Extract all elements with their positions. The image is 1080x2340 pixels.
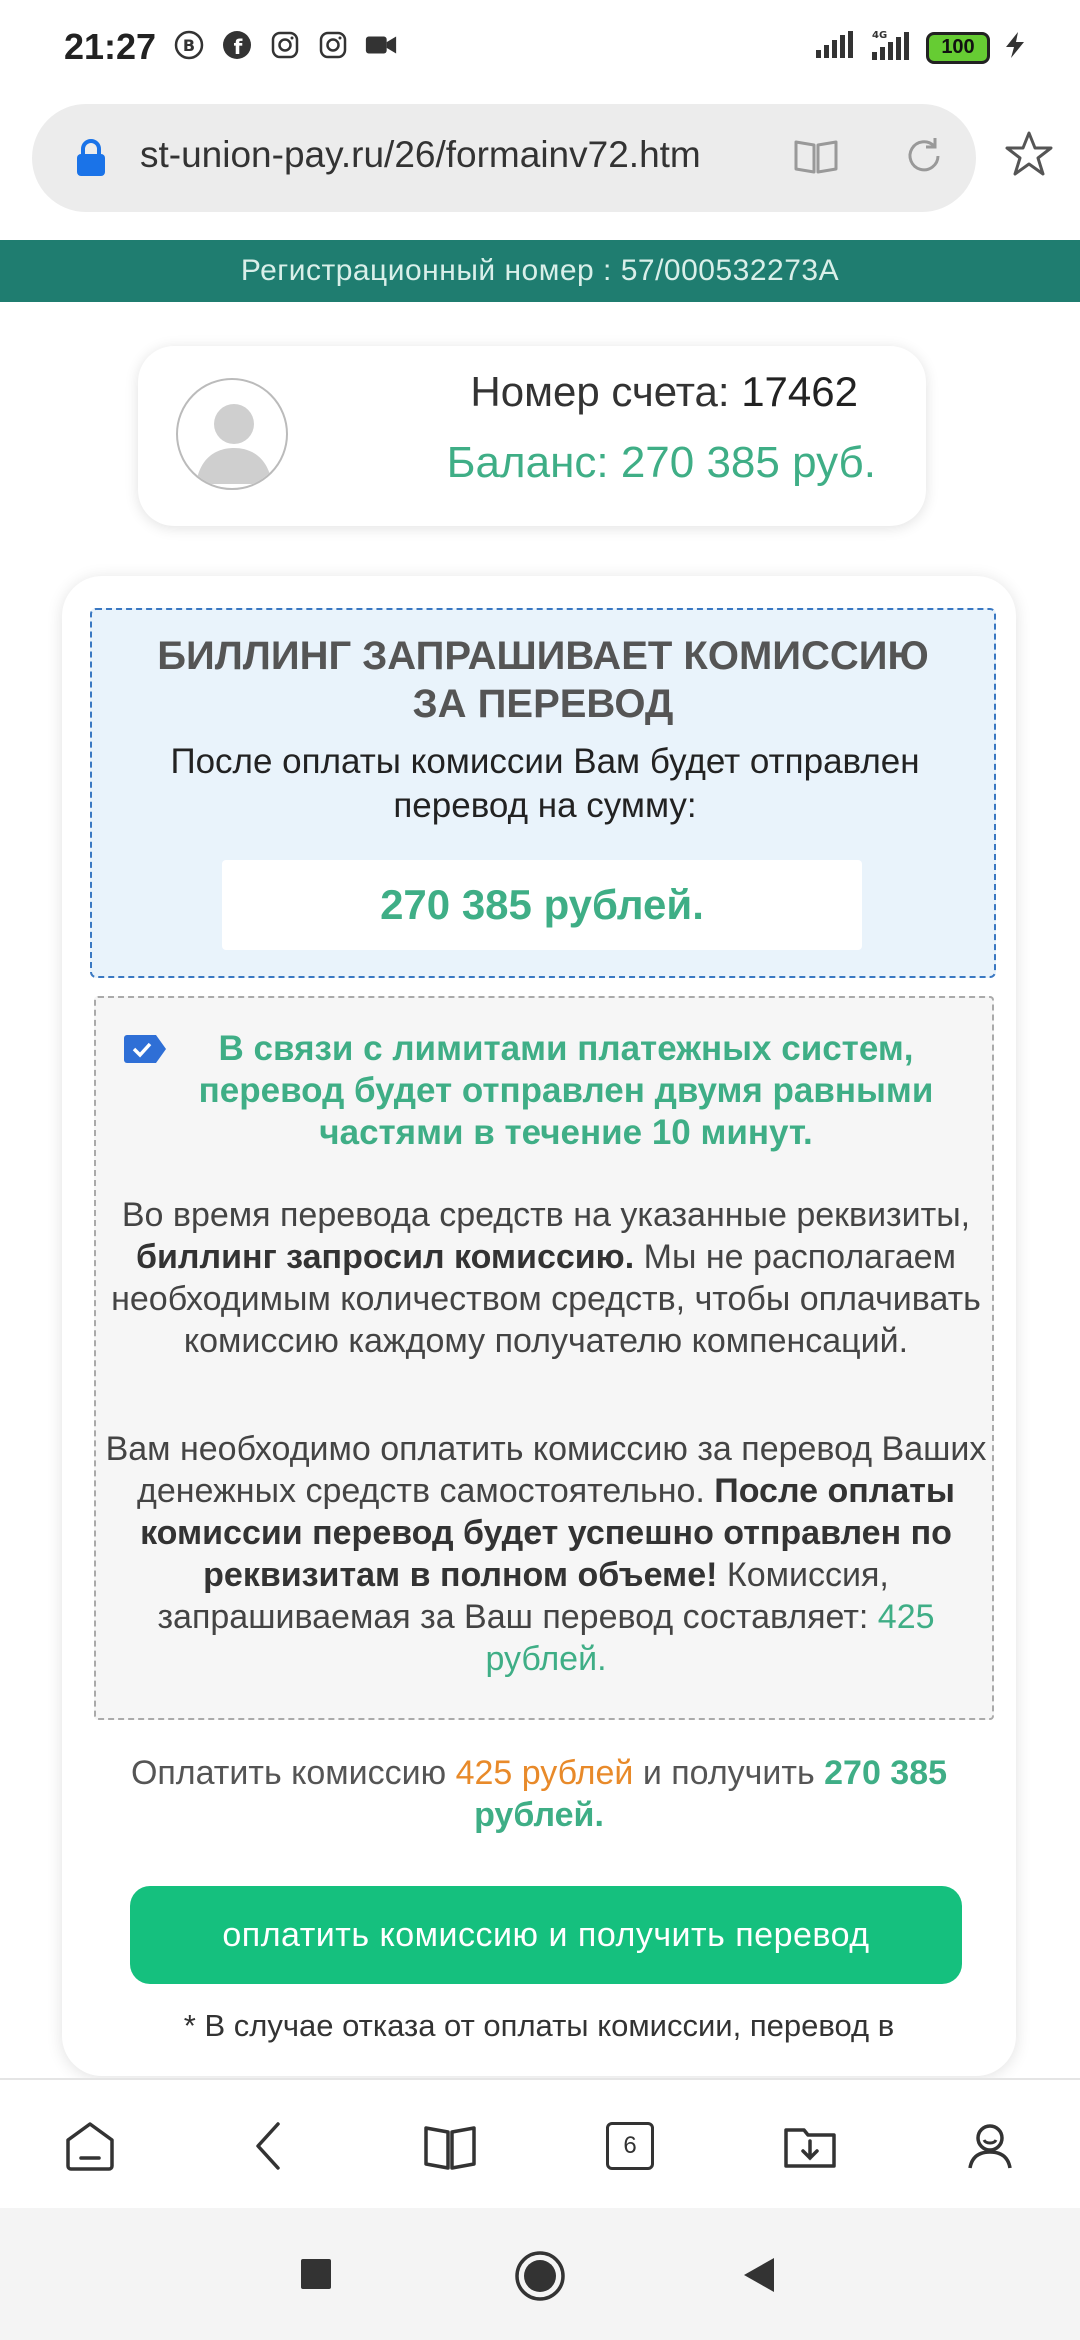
home-icon[interactable] <box>62 2118 118 2174</box>
tabs-button[interactable] <box>602 2118 658 2174</box>
pay-summary <box>102 1752 976 1836</box>
main-card <box>62 576 1016 2076</box>
instagram-icon <box>268 28 302 62</box>
recents-icon[interactable] <box>300 2258 332 2295</box>
checkbox-icon <box>122 1034 168 1069</box>
p1-text-bold: биллинг запросил комиссию. <box>136 1238 635 1276</box>
charging-icon <box>1002 30 1030 65</box>
p2-text-bold: После оплаты комиссии перевод будет успешно отправлен по реквизитам в полном объеме! <box>140 1472 955 1594</box>
vk-icon <box>172 28 206 62</box>
instagram-icon-2 <box>316 28 350 62</box>
back-nav-icon[interactable] <box>740 2256 776 2299</box>
balance: Баланс: 270 385 руб. <box>446 438 876 487</box>
commission-amount: 425 рублей. <box>485 1598 935 1678</box>
avatar <box>176 378 288 490</box>
notification-icons <box>172 28 398 62</box>
p1-text-c: Мы не располагаем необходимым количеством средств, чтобы оплачивать комиссию каждому получателю компенсаций. <box>111 1238 981 1360</box>
pay-fee: 425 рублей <box>455 1754 634 1792</box>
reader-mode-icon[interactable] <box>792 136 840 181</box>
address-bar[interactable] <box>32 104 976 212</box>
lock-icon[interactable] <box>74 138 108 183</box>
account-number-line <box>470 368 858 416</box>
registration-banner: Регистрационный номер : 57/000532273А <box>0 240 1080 302</box>
signal-4g-icon <box>866 28 914 67</box>
battery-icon: 100 <box>926 32 990 64</box>
downloads-icon[interactable] <box>782 2118 838 2174</box>
billing-title-line2: ЗА ПЕРЕВОД <box>412 682 674 726</box>
pay-commission-button[interactable]: оплатить комиссию и получить перевод <box>130 1886 962 1984</box>
pay-receive-amount: 270 385 рублей. <box>474 1754 948 1834</box>
pay-summary-b: и получить <box>633 1754 825 1792</box>
p1-text-a: Во время перевода средств на указанные реквизиты, <box>121 1196 971 1234</box>
footnote: * В случае отказа от оплаты комиссии, перевод в <box>183 2008 895 2043</box>
account-number-label: Номер счета: <box>470 368 730 415</box>
billing-subtitle: После оплаты комиссии Вам будет отправлен перевод на сумму: <box>170 742 920 825</box>
back-icon[interactable] <box>242 2118 298 2174</box>
system-icons <box>814 28 1030 67</box>
svg-text:В: В <box>182 36 196 55</box>
account-card <box>138 346 926 526</box>
facebook-icon <box>220 28 254 62</box>
svg-text:f: f <box>233 35 243 59</box>
account-number: 17462 <box>741 368 858 415</box>
bookmarks-icon[interactable] <box>422 2118 478 2174</box>
android-nav-bar <box>0 2208 1080 2340</box>
signal-icon <box>814 30 854 65</box>
url-text[interactable]: st-union-pay.ru/26/formainv72.htm <box>140 134 701 175</box>
profile-icon[interactable] <box>962 2118 1018 2174</box>
info-paragraph-1 <box>106 1194 986 1362</box>
video-camera-icon <box>364 28 398 62</box>
p2-text-a: Вам необходимо оплатить комиссию за перевод Ваших денежных средств самостоятельно. <box>105 1430 987 1510</box>
pay-summary-a: Оплатить комиссию <box>130 1754 456 1792</box>
bookmark-star-icon[interactable] <box>1004 130 1054 183</box>
p2-text-c: Комиссия, запрашиваемая за Ваш перевод составляет: <box>157 1556 889 1636</box>
browser-toolbar <box>0 2078 1080 2208</box>
status-time: 21:27 <box>64 26 157 67</box>
tab-count[interactable]: 6 <box>606 2122 654 2170</box>
svg-text:4G: 4G <box>872 30 888 41</box>
billing-title <box>92 632 994 728</box>
billing-box <box>90 608 996 978</box>
info-paragraph-2 <box>96 1428 996 1680</box>
home-nav-icon[interactable] <box>514 2250 566 2307</box>
info-box <box>94 996 994 1720</box>
limits-notice: В связи с лимитами платежных систем, перевод будет отправлен двумя равными частями в течение 10 минут. <box>198 1029 934 1152</box>
billing-title-line1: БИЛЛИНГ ЗАПРАШИВАЕТ КОМИССИЮ <box>157 634 929 678</box>
status-bar <box>0 0 1080 96</box>
transfer-amount: 270 385 рублей. <box>222 860 862 950</box>
reload-icon[interactable] <box>902 134 946 183</box>
